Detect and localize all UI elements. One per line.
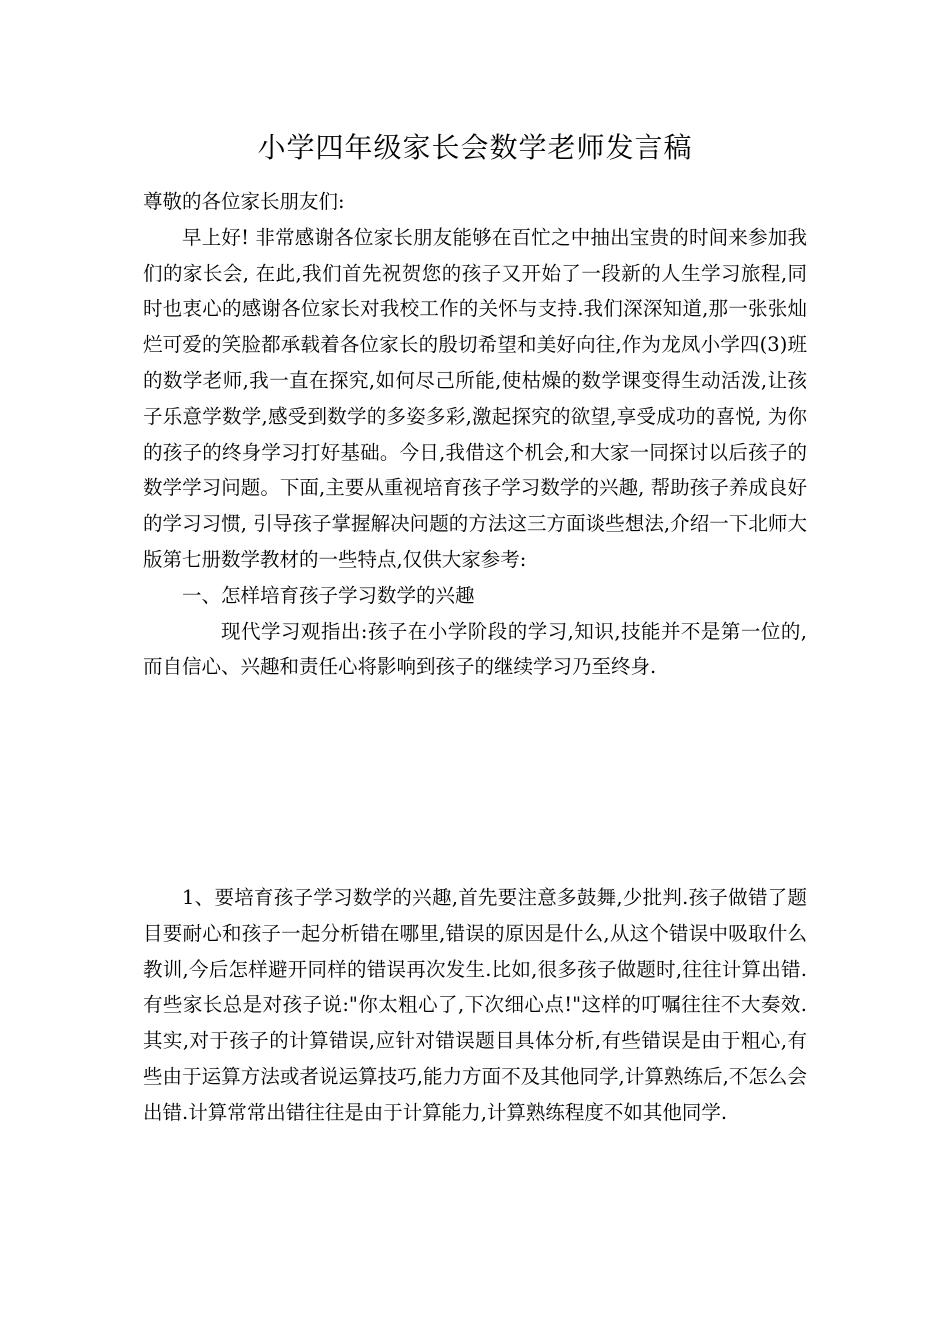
- paragraph-1: 现代学习观指出:孩子在小学阶段的学习,知识,技能并不是第一位的,而自信心、兴趣和责任心将影响到孩子的继续学习乃至终身.: [143, 619, 807, 679]
- document-body-bottom: [143, 880, 807, 1131]
- intro-paragraph: 早上好! 非常感谢各位家长朋友能够在百忙之中抽出宝贵的时间来参加我们的家长会, 在此,我们首先祝贺您的孩子又开始了一段新的人生学习旅程,同时也衷心的感谢各位家长对我校工作的关怀与支持.我们深深知道,那一张张灿烂可爱的笑脸都承载着各位家长的殷切希望和美好向往,作为龙凤小学四(3)班的数学老师,我一直在探究,如何尽己所能,使枯燥的数学课变得生动活泼,让孩子乐意学数学,感受到数学的多姿多彩,激起探究的欲望,享受成功的喜悦, 为你的孩子的终身学习打好基础。今日,我借这个机会,和大家一同探讨以后孩子的数学学习问题。下面,主要从重视培育孩子学习数学的兴趣, 帮助孩子养成良好的学习习惯, 引导孩子掌握解决问题的方法这三方面谈些想法,介绍一下北师大版第七册数学教材的一些特点,仅供大家参考:: [143, 225, 807, 571]
- document-body-top: [143, 184, 807, 685]
- document-title: 小学四年级家长会数学老师发言稿: [257, 131, 693, 164]
- paragraph-2: 1、要培育孩子学习数学的兴趣,首先要注意多鼓舞,少批判.孩子做错了题目要耐心和孩子一起分析错在哪里,错误的原因是什么,从这个错误中吸取什么教训,今后怎样避开同样的错误再次发生.比如,很多孩子做题时,往往计算出错.有些家长总是对孩子说:"你太粗心了,下次细心点!"这样的叮嘱往往不大奏效.其实,对于孩子的计算错误,应针对错误题目具体分析,有些错误是由于粗心,有些由于运算方法或者说运算技巧,能力方面不及其他同学,计算熟练后,不怎么会出错.计算常常出错往往是由于计算能力,计算熟练程度不如其他同学.: [143, 886, 807, 1124]
- section-heading-1: 一、怎样培育孩子学习数学的兴趣: [182, 583, 475, 607]
- salutation: 尊敬的各位家长朋友们:: [143, 190, 345, 213]
